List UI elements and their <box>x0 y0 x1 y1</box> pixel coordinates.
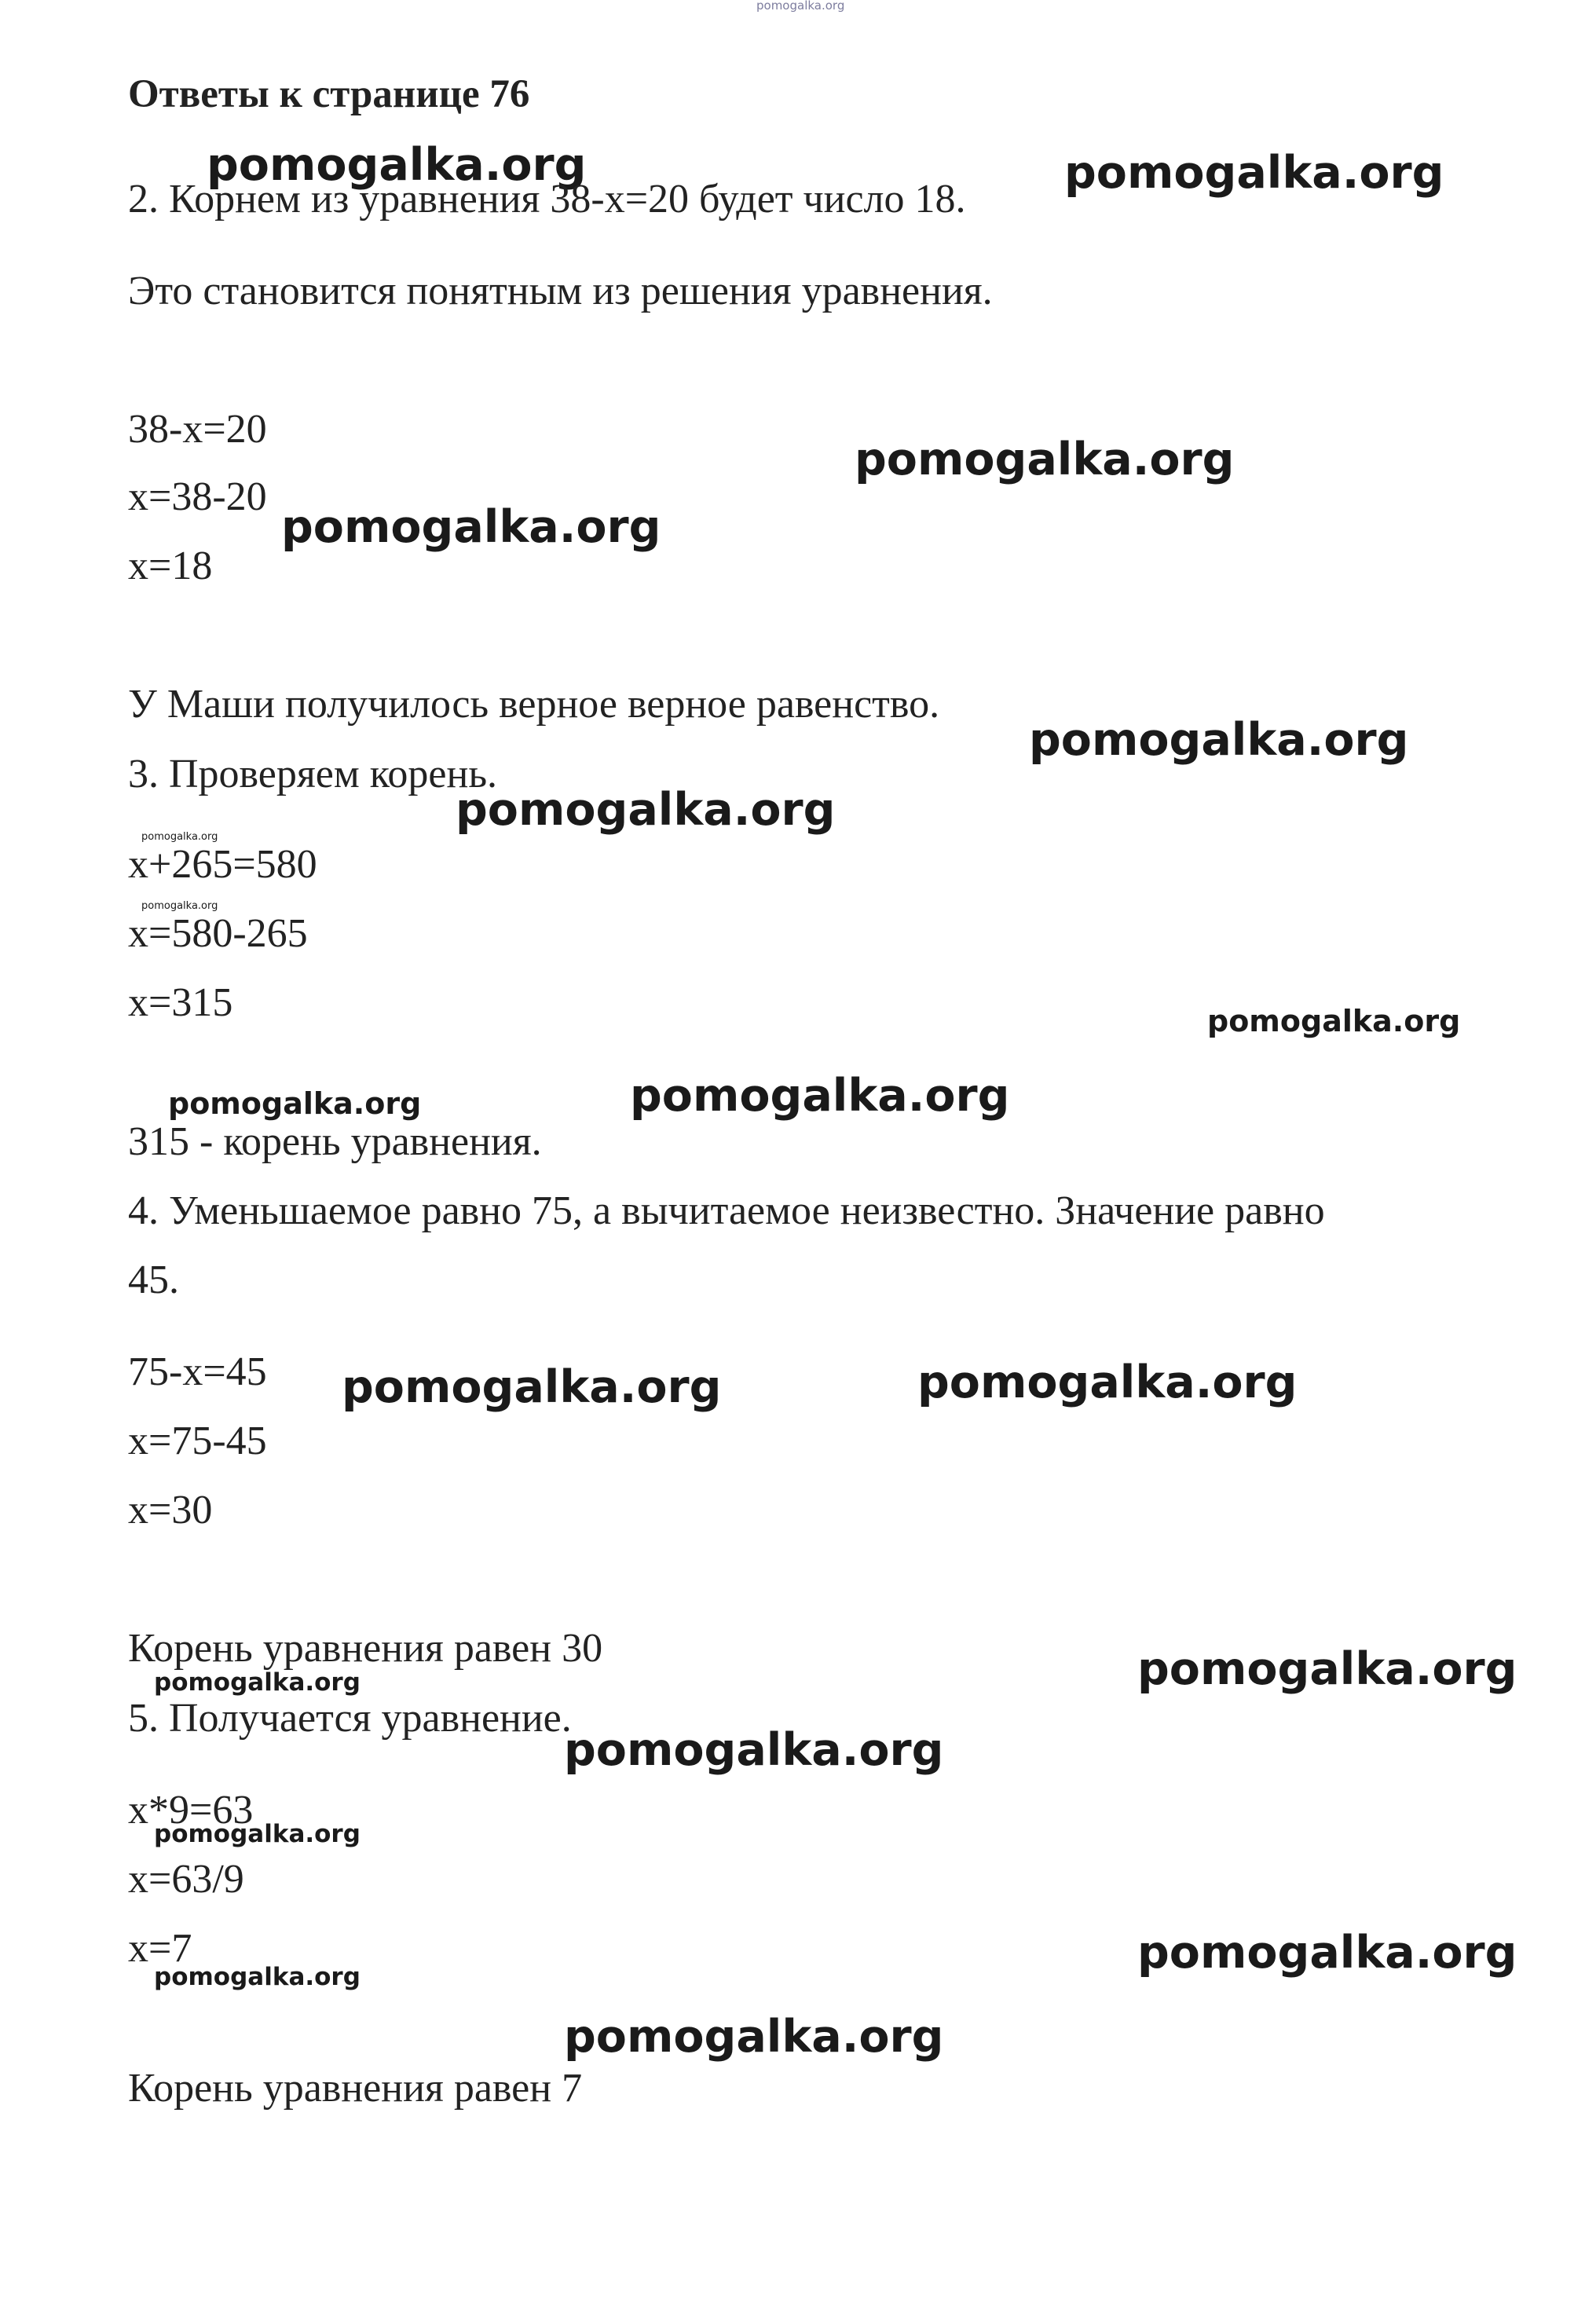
text-line: 3. Проверяем корень. <box>128 752 498 796</box>
watermark: pomogalka.org <box>1029 714 1409 766</box>
watermark: pomogalka.org <box>855 434 1235 485</box>
page-heading: Ответы к странице 76 <box>128 72 530 116</box>
watermark: pomogalka.org <box>456 784 836 836</box>
text-line: 315 - корень уравнения. <box>128 1119 542 1164</box>
text-line: 4. Уменьшаемое равно 75, а вычитаемое неизвестно. Значение равно <box>128 1188 1325 1233</box>
text-line: Это становится понятным из решения уравнения. <box>128 269 993 313</box>
equation-line: x=18 <box>128 544 213 588</box>
text-line: 2. Корнем из уравнения 38-x=20 будет число 18. <box>128 177 966 222</box>
equation-line: x=30 <box>128 1488 213 1532</box>
text-line: 5. Получается уравнение. <box>128 1696 572 1741</box>
watermark-tiny: pomogalka.org <box>141 900 218 912</box>
watermark: pomogalka.org <box>1207 1004 1461 1038</box>
watermark: pomogalka.org <box>564 1724 944 1776</box>
watermark: pomogalka.org <box>154 1668 361 1697</box>
watermark: pomogalka.org <box>342 1361 722 1413</box>
text-line: Корень уравнения равен 30 <box>128 1626 603 1671</box>
equation-line: 75-x=45 <box>128 1349 267 1394</box>
watermark: pomogalka.org <box>564 2011 944 2063</box>
watermark: pomogalka.org <box>1064 147 1444 199</box>
equation-line: x+265=580 <box>128 842 317 887</box>
text-line: Корень уравнения равен 7 <box>128 2066 583 2111</box>
equation-line: 38-x=20 <box>128 407 267 452</box>
equation-line: x*9=63 <box>128 1788 254 1833</box>
text-line: У Маши получилось верное верное равенство. <box>128 682 940 727</box>
equation-line: x=315 <box>128 980 233 1025</box>
watermark: pomogalka.org <box>630 1070 1010 1122</box>
watermark-top: pomogalka.org <box>756 0 845 13</box>
watermark: pomogalka.org <box>168 1086 422 1121</box>
watermark-tiny: pomogalka.org <box>141 831 218 843</box>
equation-line: x=7 <box>128 1926 192 1971</box>
watermark: pomogalka.org <box>207 139 587 191</box>
watermark: pomogalka.org <box>281 501 661 553</box>
watermark: pomogalka.org <box>1137 1643 1517 1695</box>
equation-line: x=38-20 <box>128 474 267 519</box>
text-line: 45. <box>128 1258 179 1302</box>
equation-line: x=75-45 <box>128 1419 267 1463</box>
watermark: pomogalka.org <box>1137 1927 1517 1979</box>
equation-line: x=580-265 <box>128 911 308 956</box>
watermark: pomogalka.org <box>154 1963 361 1991</box>
equation-line: x=63/9 <box>128 1857 244 1902</box>
watermark: pomogalka.org <box>917 1357 1298 1408</box>
watermark: pomogalka.org <box>154 1820 361 1848</box>
